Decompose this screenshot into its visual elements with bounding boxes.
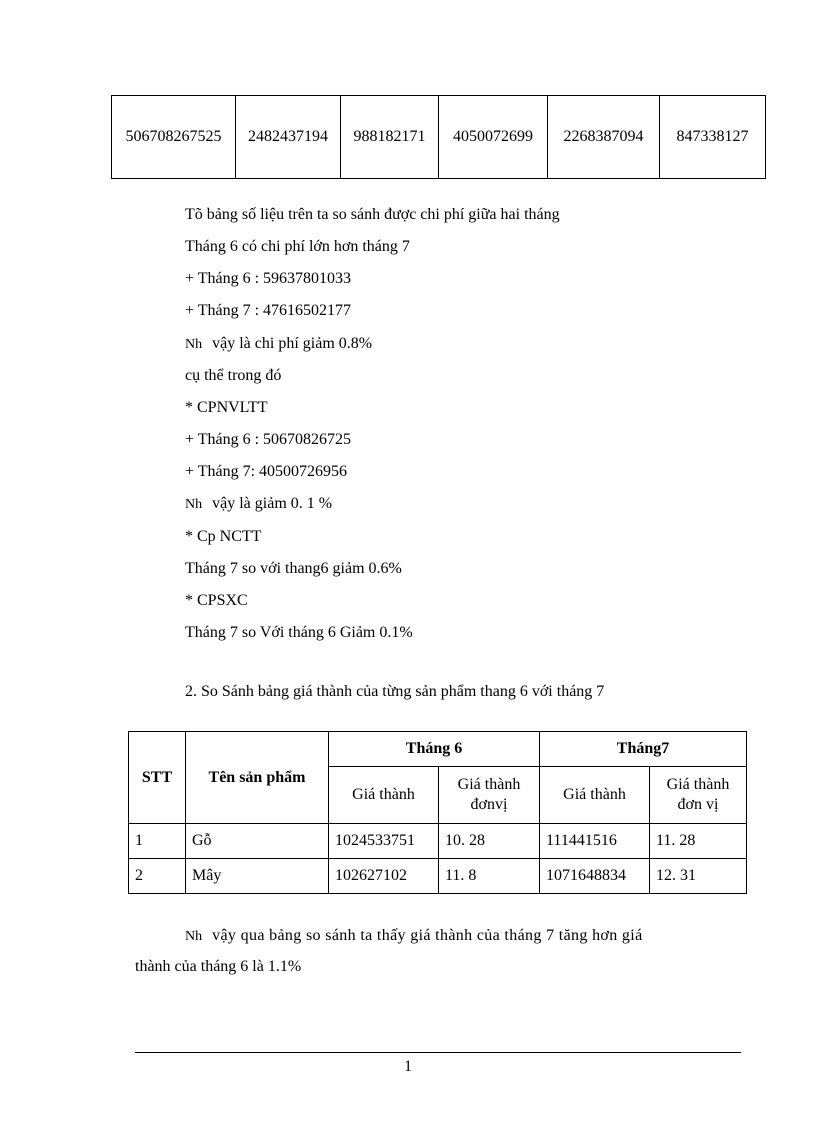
table-cell: 506708267525 [112,96,236,179]
nh-prefix: Nh [185,337,203,352]
cell-july-unit: 12. 31 [650,859,747,894]
text-line: * CPNVLTT [185,399,268,416]
header-june-unit-price [439,767,540,824]
header-june-price: Giá thành [329,767,439,824]
table-cell: 2482437194 [236,96,341,179]
text-line: * Cp NCTT [185,528,262,545]
table-cell: 2268387094 [548,96,660,179]
text-line: Tháng 6 có chi phí lớn hơn tháng 7 [185,238,410,255]
nh-prefix: Nh [185,929,203,944]
cell-july-price: 111441516 [540,824,650,859]
header-stt: STT [129,732,186,824]
text-line: Tõ bảng số liệu trên ta so sánh được chi phí giữa hai tháng [185,206,560,223]
text-line: + Tháng 7 : 47616502177 [185,302,352,319]
header-text: đơnvị [470,796,508,813]
cell-june-unit: 11. 8 [439,859,540,894]
header-text: Giá thành [666,776,730,793]
table-cell: 988182171 [341,96,439,179]
header-text: Giá thành [457,776,521,793]
table-cell: 847338127 [660,96,766,179]
conclusion-line-2: thành của tháng 6 là 1.1% [135,958,302,975]
nh-prefix: Nh [185,497,203,512]
table-header-row [129,732,747,767]
table-row [112,96,766,179]
conclusion-line-1 [185,926,643,947]
text-line [185,494,332,515]
cell-product-name: Gỗ [186,824,329,859]
header-july-price: Giá thành [540,767,650,824]
cost-summary-table [111,95,766,179]
text-line: cụ thể trong đó [185,367,282,384]
text-line: * CPSXC [185,592,248,609]
cell-stt: 1 [129,824,186,859]
cell-product-name: Mây [186,859,329,894]
cell-july-unit: 11. 28 [650,824,747,859]
cell-july-price: 1071648834 [540,859,650,894]
text-content: vậy là chi phí giảm 0.8% [212,335,373,352]
text-line: + Tháng 6 : 59637801033 [185,270,352,287]
table-row [129,824,747,859]
text-line [185,334,372,355]
header-text: đơn vị [677,796,719,813]
text-line: + Tháng 7: 40500726956 [185,463,348,480]
header-july-unit-price [650,767,747,824]
table-cell: 4050072699 [439,96,548,179]
price-comparison-table [128,731,747,894]
header-june: Tháng 6 [329,732,540,767]
page-number: 1 [404,1058,412,1075]
table-row [129,859,747,894]
cell-stt: 2 [129,859,186,894]
header-july: Tháng7 [540,732,747,767]
footer-rule [135,1052,741,1053]
text-content: vậy là giảm 0. 1 % [212,495,333,512]
section-heading: 2. So Sánh bảng giá thành của từng sản phẩm thang 6 với tháng 7 [185,683,605,700]
cell-june-unit: 10. 28 [439,824,540,859]
header-product-name: Tên sản phẩm [186,732,329,824]
text-line: Tháng 7 so Với tháng 6 Giảm 0.1% [185,624,413,641]
cell-june-price: 102627102 [329,859,439,894]
text-content: vậy qua bảng so sánh ta thấy giá thành của tháng 7 tăng hơn giá [212,927,643,944]
text-line: Tháng 7 so với thang6 giảm 0.6% [185,560,402,577]
text-line: + Tháng 6 : 50670826725 [185,431,352,448]
cell-june-price: 1024533751 [329,824,439,859]
